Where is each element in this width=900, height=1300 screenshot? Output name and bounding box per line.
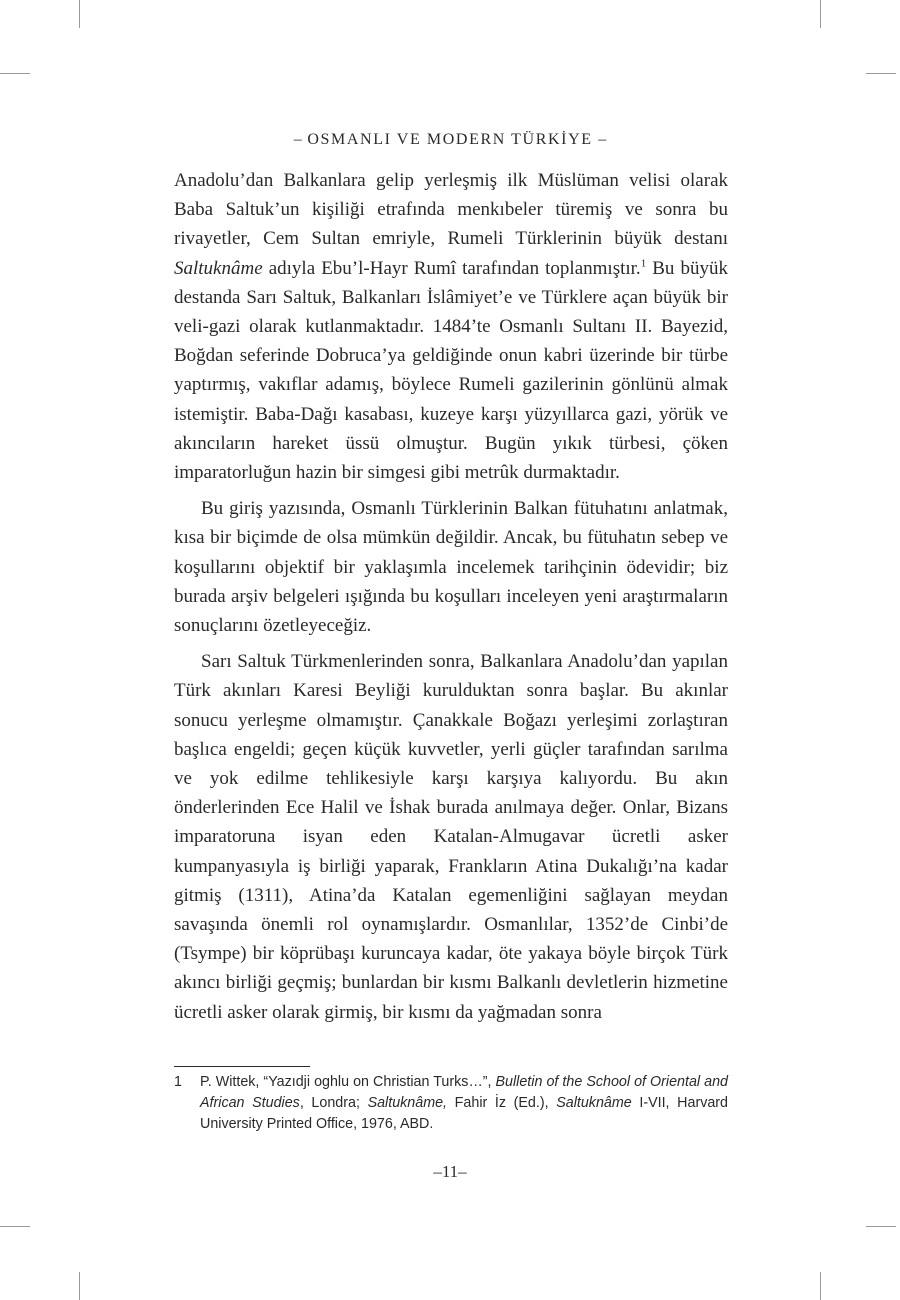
text-run: adıyla Ebu’l-Hayr Rumî tarafından toplanmıştır. [262, 257, 641, 279]
text-run: I-VII, Harvard University Printed Office, 1976, ABD. [200, 1095, 729, 1132]
crop-mark-bottom-left [79, 1272, 80, 1300]
text-run: Bu giriş yazısında, Osmanlı Türklerinin Balkan fütuhatını anlatmak, kısa bir biçimde de olsa mümkün değildir. Ancak, bu fütuhatın sebep ve koşullarını objektif bir yaklaşımla incelemek tarihçinin ödevidir; biz burada arşiv belgeleri ışığında bu koşulları inceleyen yeni araştırmaların sonuçlarını özetleyeceğiz. [174, 498, 728, 637]
footnote [174, 1072, 728, 1135]
crop-mark-left-top [0, 73, 30, 74]
running-head-dash-right: – [598, 131, 607, 148]
footnote-number: 1 [174, 1074, 182, 1090]
paragraph-1 [174, 166, 728, 487]
text-run: Sarı Saltuk Türkmenlerinden sonra, Balkanlara Anadolu’dan yapılan Türk akınları Karesi Beyliği kurulduktan sonra başlar. Bu akınlar sonucu yerleşme olmamıştır. Çanakkale Boğazı yerleşimi zorlaştıran başlıca engeldi; geçen küçük kuvvetler, yerli güçler tarafından sarılma ve yok edilme tehlikesiyle karşı karşıya kalıyordu. Bu akın önderlerinden Ece Halil ve İshak burada anılmaya değer. Onlar, Bizans imparatoruna isyan eden Katalan-Almugavar ücretli asker kumpanyasıyla iş birliği yaparak, Frankların Atina Dukalığı’na kadar gitmiş (1311), Atina’da Katalan egemenliğini sağlayan meydan savaşında önemli rol oynamışlardır. Osmanlılar, 1352’de Cinbi’de (Tsympe) bir köprübaşı kuruncaya kadar, öte yakaya böyle birçok Türk akıncı birliği geçmiş; bunlardan bir kısmı Balkanlı devletlerin hizmetine ücretli asker olarak girmiş, bir kısmı da yağmadan sonra [174, 651, 728, 1023]
paragraph-2 [174, 494, 728, 640]
text-run: P. Wittek, “Yazıdji oghlu on Christian Turks…”, [200, 1074, 496, 1090]
running-head-dash-left: – [293, 131, 302, 148]
crop-mark-left-bottom [0, 1226, 30, 1227]
crop-mark-bottom-right [820, 1272, 821, 1300]
footnote-reference: 1 [640, 257, 647, 270]
text-run: Fahir İz (Ed.), [447, 1095, 557, 1111]
page-number: –11– [433, 1162, 467, 1181]
crop-mark-top-right [820, 0, 821, 28]
running-head [0, 131, 900, 149]
italic-text: Saltuknâme [556, 1095, 632, 1111]
italic-text: Saltuknâme, [367, 1095, 448, 1111]
crop-mark-right-top [866, 73, 896, 74]
text-run: Bu büyük destanda Sarı Saltuk, Balkanları İslâmiyet’e ve Türklere açan büyük bir veli-gazi olarak kutlanmaktadır. 1484’te Osmanlı Sultanı II. Bayezid, Boğdan seferinde Dobruca’ya geldiğinde onun kabri üzerinde bir türbe yaptırmış, vakıflar adamış, böylece Rumeli gazilerinin gönlünü almak istemiştir. Baba-Dağı kasabası, kuzeye karşı yüzyıllarca gazi, yörük ve akıncıların hareket üssü olmuştur. Bugün yıkık türbesi, çöken imparatorluğun hazin bir simgesi gibi metrûk durmaktadır. [174, 257, 728, 484]
body-text [174, 166, 728, 1034]
text-run: Anadolu’dan Balkanlara gelip yerleşmiş ilk Müslüman velisi olarak Baba Saltuk’un kişiliği etrafında menkıbeler türemiş ve sonra bu rivayetler, Cem Sultan emriyle, Rumeli Türklerinin büyük destanı [174, 170, 728, 250]
text-run: , Londra; [299, 1095, 368, 1111]
italic-text: Saltuknâme [174, 257, 263, 279]
running-head-title: OSMANLI VE MODERN TÜRKİYE [307, 131, 593, 148]
paragraph-3 [174, 647, 728, 1027]
footnote-rule [174, 1066, 310, 1067]
footnote-text [200, 1072, 728, 1135]
crop-mark-right-bottom [866, 1226, 896, 1227]
crop-mark-top-left [79, 0, 80, 28]
italic-text: Bulletin of the School of Oriental and African Studies [200, 1074, 728, 1111]
